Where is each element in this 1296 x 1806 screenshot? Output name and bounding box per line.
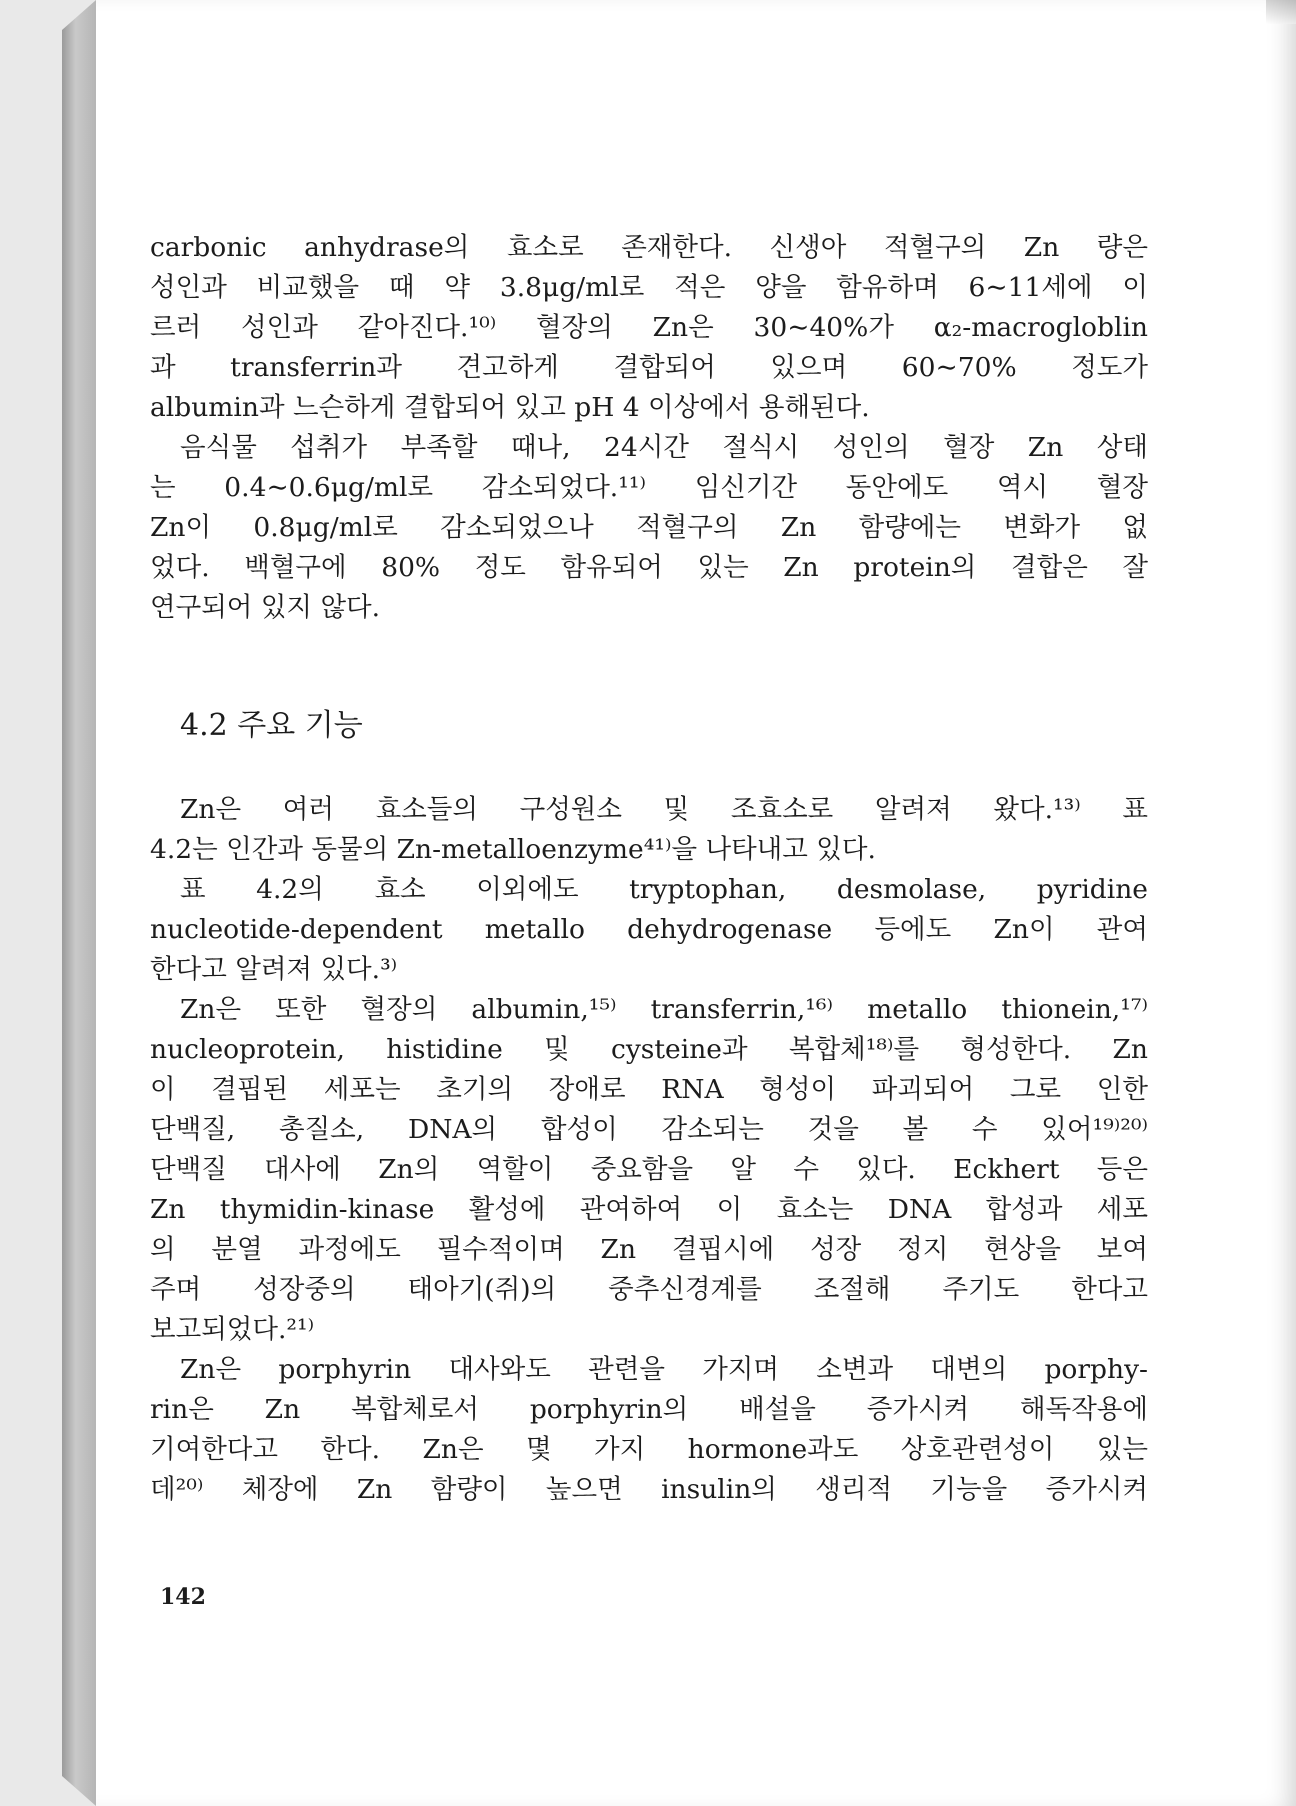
paragraph-line: 보고되었다.²¹⁾ <box>150 1314 315 1345</box>
paragraph-line: nucleoprotein, histidine 및 cysteine과 복합체¹⁸⁾를 형성한다. Zn <box>150 1034 1148 1065</box>
paragraph-line: Zn thymidin-kinase 활성에 관여하여 이 효소는 DNA 합성과 세포 <box>150 1194 1148 1225</box>
text-block-bottom <box>150 790 1148 1510</box>
paragraph-line: 표 4.2의 효소 이외에도 tryptophan, desmolase, pyridine <box>180 874 1148 905</box>
page-number: 142 <box>160 1584 206 1610</box>
paragraph-line: 성인과 비교했을 때 약 3.8μg/ml로 적은 양을 함유하며 6∼11세에 이 <box>150 272 1148 303</box>
paragraph-line: Zn은 여러 효소들의 구성원소 및 조효소로 알려져 왔다.¹³⁾ 표 <box>180 794 1148 825</box>
paragraph-line: 음식물 섭취가 부족할 때나, 24시간 절식시 성인의 혈장 Zn 상태 <box>180 432 1148 463</box>
paragraph-line: rin은 Zn 복합체로서 porphyrin의 배설을 증가시켜 해독작용에 <box>150 1394 1148 1425</box>
paragraph-line: albumin과 느슨하게 결합되어 있고 pH 4 이상에서 용해된다. <box>150 392 870 423</box>
section-heading: 4.2 주요 기능 <box>180 708 363 743</box>
paragraph-line: Zn이 0.8μg/ml로 감소되었으나 적혈구의 Zn 함량에는 변화가 없 <box>150 512 1148 543</box>
paragraph-line: 한다고 알려져 있다.³⁾ <box>150 954 398 985</box>
paragraph-line: 었다. 백혈구에 80% 정도 함유되어 있는 Zn protein의 결합은 잘 <box>150 552 1148 583</box>
paragraph-line: 4.2는 인간과 동물의 Zn-metalloenzyme⁴¹⁾을 나타내고 있다. <box>150 834 876 865</box>
paragraph-line: 단백질 대사에 Zn의 역할이 중요함을 알 수 있다. Eckhert 등은 <box>150 1154 1148 1185</box>
book-spine <box>62 0 96 1806</box>
paragraph-line: 르러 성인과 같아진다.¹⁰⁾ 혈장의 Zn은 30∼40%가 α₂-macrogloblin <box>150 312 1148 343</box>
paragraph-line: 의 분열 과정에도 필수적이며 Zn 결핍시에 성장 정지 현상을 보여 <box>150 1234 1148 1265</box>
text-block-top <box>150 228 1148 628</box>
paragraph-line: 는 0.4∼0.6μg/ml로 감소되었다.¹¹⁾ 임신기간 동안에도 역시 혈장 <box>150 472 1148 503</box>
paragraph-line: 연구되어 있지 않다. <box>150 592 381 623</box>
paragraph-line: nucleotide-dependent metallo dehydrogenase 등에도 Zn이 관여 <box>150 914 1148 945</box>
paragraph-line: Zn은 porphyrin 대사와도 관련을 가지며 소변과 대변의 porphy- <box>180 1354 1148 1385</box>
paragraph-line: 이 결핍된 세포는 초기의 장애로 RNA 형성이 파괴되어 그로 인한 <box>150 1074 1148 1105</box>
paragraph-line: Zn은 또한 혈장의 albumin,¹⁵⁾ transferrin,¹⁶⁾ metallo thionein,¹⁷⁾ <box>180 994 1148 1025</box>
page-corner <box>1266 0 1296 24</box>
paragraph-line: carbonic anhydrase의 효소로 존재한다. 신생아 적혈구의 Zn 량은 <box>150 232 1148 263</box>
paragraph-line: 과 transferrin과 견고하게 결합되어 있으며 60∼70% 정도가 <box>150 352 1148 383</box>
paragraph-line: 데²⁰⁾ 체장에 Zn 함량이 높으면 insulin의 생리적 기능을 증가시켜 <box>150 1474 1148 1505</box>
paragraph-line: 단백질, 총질소, DNA의 합성이 감소되는 것을 볼 수 있어¹⁹⁾²⁰⁾ <box>150 1114 1148 1145</box>
paragraph-line: 기여한다고 한다. Zn은 몇 가지 hormone과도 상호관련성이 있는 <box>150 1434 1148 1465</box>
paragraph-line: 주며 성장중의 태아기(쥐)의 중추신경계를 조절해 주기도 한다고 <box>150 1274 1148 1305</box>
